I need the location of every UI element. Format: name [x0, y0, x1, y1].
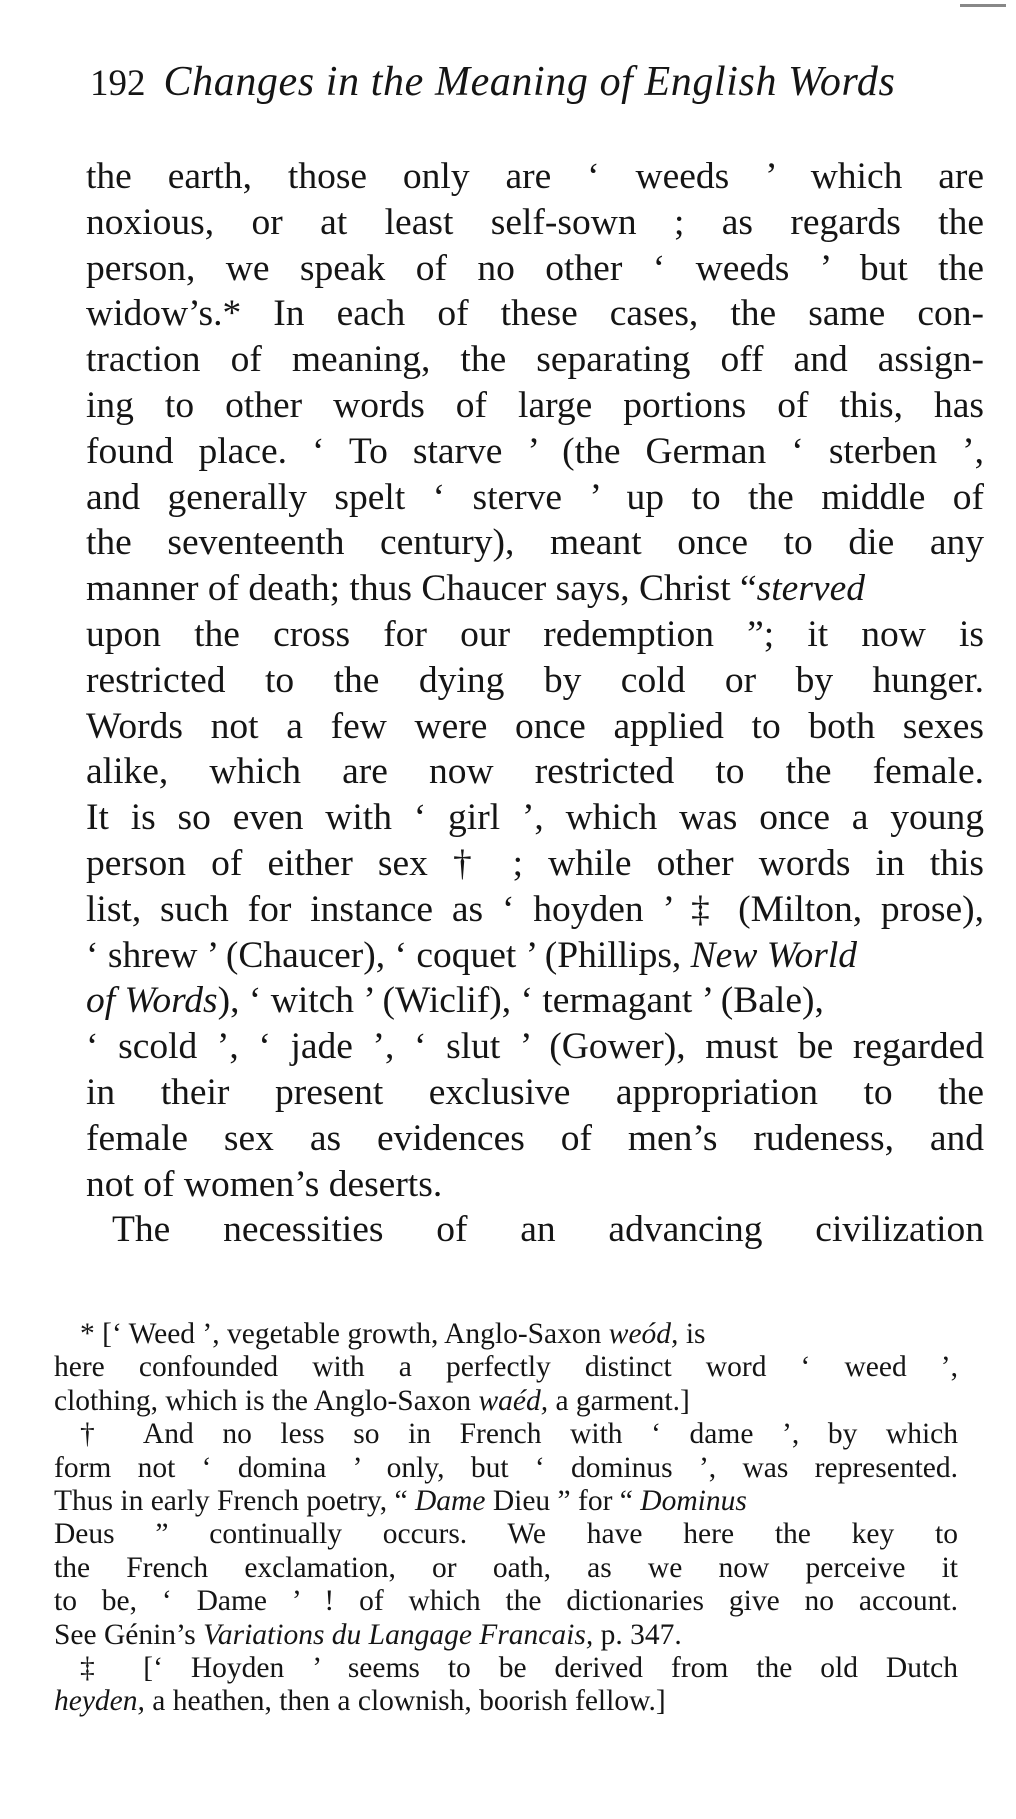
body-line: ‘ scold ’, ‘ jade ’, ‘ slut ’ (Gower), must be regarded: [86, 1026, 984, 1068]
footnote-part: p. 347.: [593, 1618, 682, 1651]
body-line: person of either sex † ; while other words in this: [86, 842, 984, 884]
footnote-part: clothing, which is the Anglo-Saxon: [54, 1384, 479, 1417]
body-line: alike, which are now restricted to the female.: [86, 751, 984, 793]
footnote-line: [54, 1619, 958, 1652]
footnote-part: a heathen, then a clownish, boorish fellow.]: [144, 1685, 666, 1718]
body-line: [86, 933, 984, 979]
italic-word-sterved: sterved: [756, 568, 865, 610]
running-title: Changes in the Meaning of English Words: [163, 59, 896, 105]
footnote-italic: Dominus: [640, 1484, 747, 1517]
footnotes: [54, 1318, 958, 1719]
body-line: found place. ‘ To starve ’ (the German ‘ sterben ’,: [86, 430, 984, 472]
footnote-part: Thus in early French poetry, “: [54, 1484, 415, 1517]
italic-title-new-world: New World: [690, 934, 858, 976]
footnote-part: is: [678, 1318, 706, 1350]
page-header: [90, 58, 980, 118]
footnote-part: Dieu ” for “: [485, 1484, 641, 1517]
body-line: The necessities of an advancing civilization: [112, 1209, 984, 1251]
footnote-line: to be, ‘ Dame ’ ! of which the dictionaries give no account.: [54, 1585, 958, 1618]
scan-corner-mark: [960, 4, 1006, 7]
page-number: 192: [90, 63, 146, 104]
body-line: traction of meaning, the separating off and assign-: [86, 339, 984, 381]
body-text: [86, 154, 984, 1253]
body-line: [86, 566, 984, 612]
body-line: widow’s.* In each of these cases, the same con-: [86, 293, 984, 335]
body-line: the seventeenth century), meant once to die any: [86, 522, 984, 564]
footnote-part: See Génin’s: [54, 1618, 204, 1651]
italic-title-of-words: of Words: [86, 980, 218, 1022]
body-line: person, we speak of no other ‘ weeds ’ but the: [86, 247, 984, 289]
footnote-line: † And no less so in French with ‘ dame ’, by which: [80, 1418, 958, 1451]
body-line: restricted to the dying by cold or by hunger.: [86, 659, 984, 701]
footnote-line: Deus ” continually occurs. We have here the key to: [54, 1518, 958, 1551]
body-line: list, such for instance as ‘ hoyden ’ ‡ (Milton, prose),: [86, 888, 984, 930]
footnote-italic: Dame: [415, 1484, 486, 1517]
body-line: [86, 978, 984, 1024]
body-line-part: ), ‘ witch ’ (Wiclif), ‘ termagant ’ (Bale),: [217, 980, 824, 1022]
body-line: noxious, or at least self-sown ; as regards the: [86, 201, 984, 243]
body-line: upon the cross for our redemption ”; it now is: [86, 613, 984, 655]
footnote-italic: heyden,: [54, 1685, 145, 1718]
body-line: and generally spelt ‘ sterve ’ up to the middle of: [86, 476, 984, 518]
footnote-line: ‡ [‘ Hoyden ’ seems to be derived from the old Dutch: [80, 1651, 958, 1684]
footnote-part: * [‘ Weed ’, vegetable growth, Anglo-Saxon: [80, 1318, 609, 1350]
body-line-part: ‘ shrew ’ (Chaucer), ‘ coquet ’ (Phillips,: [86, 934, 682, 976]
body-line: in their present exclusive appropriation to the: [86, 1071, 984, 1113]
body-line: It is so even with ‘ girl ’, which was once a young: [86, 797, 984, 839]
footnote-line: [54, 1385, 958, 1418]
body-line: not of women’s deserts.: [86, 1163, 443, 1205]
footnote-line: [54, 1685, 958, 1718]
body-line: ing to other words of large portions of this, has: [86, 384, 984, 426]
footnote-part: a garment.]: [548, 1384, 690, 1417]
footnote-line: [54, 1485, 958, 1518]
body-line-part: manner of death; thus Chaucer says, Christ “: [86, 568, 757, 610]
body-line: Words not a few were once applied to both sexes: [86, 705, 984, 747]
footnote-line: [54, 1318, 958, 1351]
body-line: female sex as evidences of men’s rudeness, and: [86, 1117, 984, 1159]
footnote-line: here confounded with a perfectly distinct word ‘ weed ’,: [54, 1351, 958, 1384]
footnote-italic: weód,: [608, 1318, 679, 1350]
footnote-line: form not ‘ domina ’ only, but ‘ dominus ’, was represented.: [54, 1451, 958, 1484]
footnote-italic: waéd,: [478, 1384, 549, 1417]
body-line: the earth, those only are ‘ weeds ’ which are: [86, 156, 984, 197]
footnote-italic: Variations du Langage Francais,: [203, 1618, 594, 1651]
footnote-line: the French exclamation, or oath, as we now perceive it: [54, 1551, 958, 1584]
